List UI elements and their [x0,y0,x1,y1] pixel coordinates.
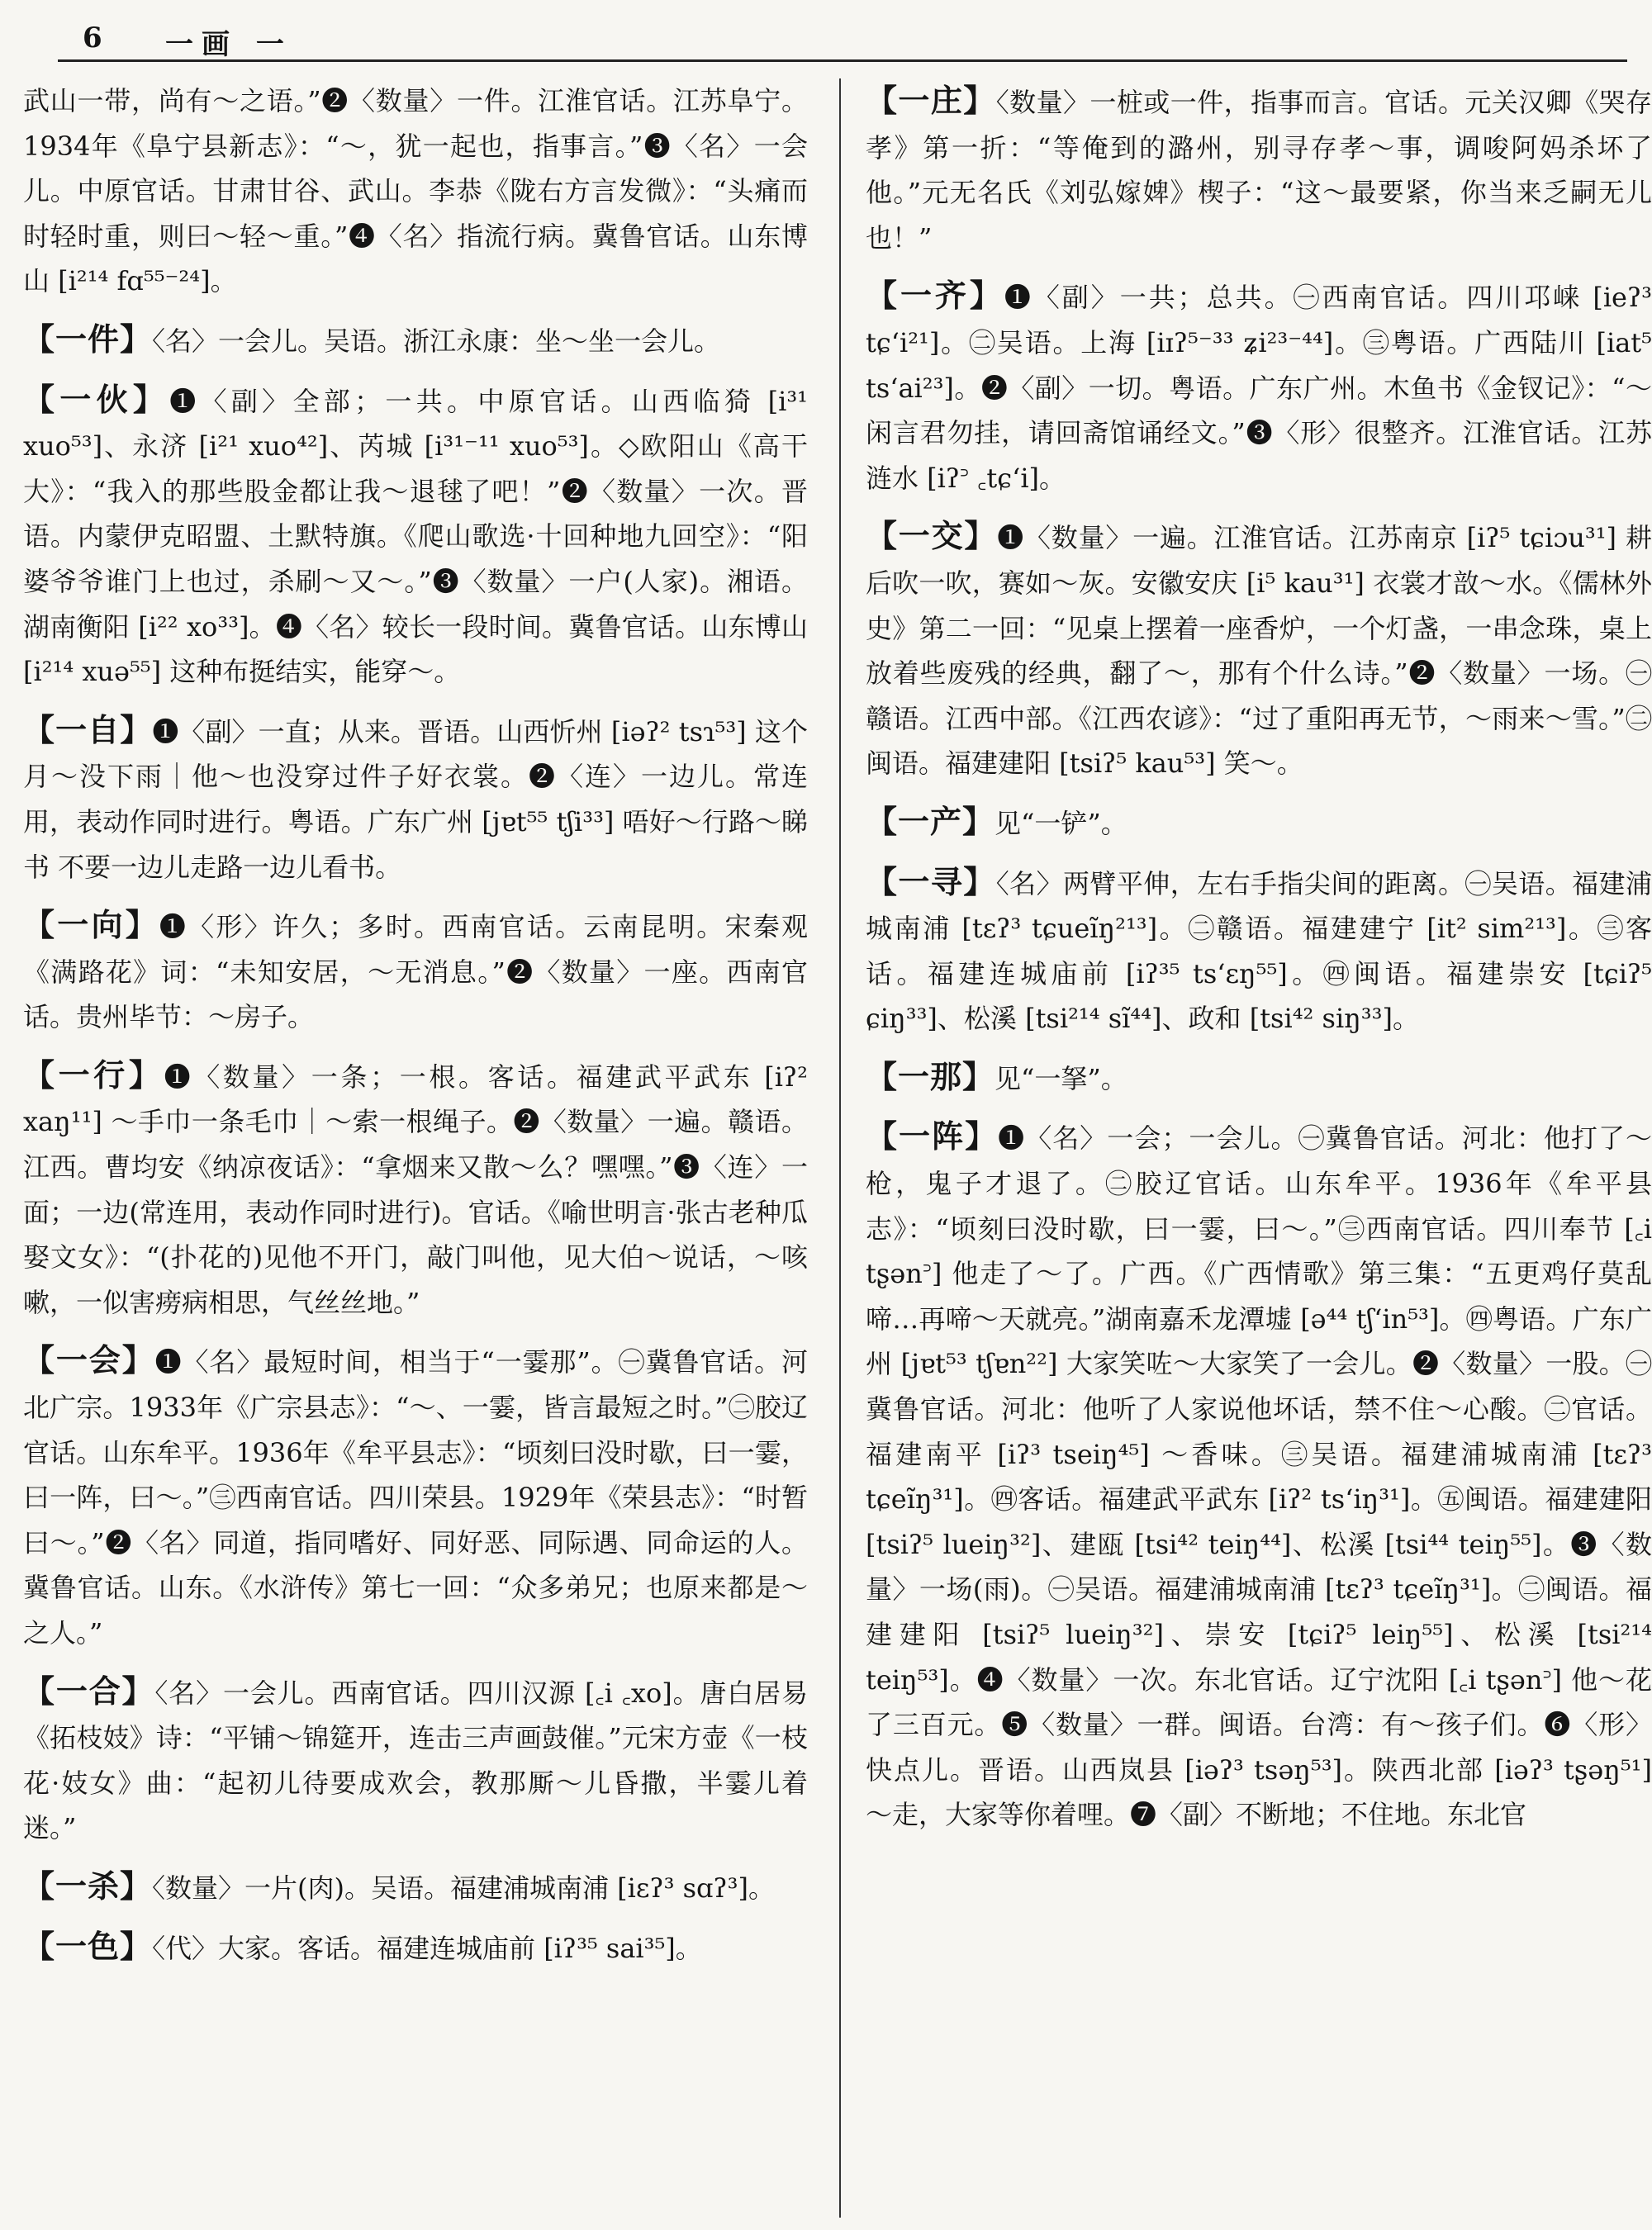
page-header [58,18,1627,61]
dictionary-entry [866,1055,1652,1102]
page-number: 6 [83,21,104,55]
dictionary-entry [866,860,1652,1041]
entry-definition: ❶〈副〉一共；总共。㊀西南官话。四川邛崃 [ieʔ³ tɕʻi²¹]。㊁吴语。上海 [iɪʔ⁵⁻³³ ʑi²³⁻⁴⁴]。㊂粤语。广西陆川 [iat⁵ tsʻai²³]。❷〈副〉一切。粤语。广东广州。木鱼书《金钗记》：“～闲言君勿挂，请回斋馆诵经文。”❸〈形〉很整齐。江淮官话。江苏涟水 [iʔ꜄ ꜀tɕʻi]。 [866,282,1652,494]
entry-definition: 〈名〉一会儿。吴语。浙江永康：坐～坐一会儿。 [152,325,721,357]
entry-headword: 【一阵】 [866,1117,999,1155]
entry-headword: 【一伙】 [23,380,170,418]
entry-headword: 【一自】 [23,710,153,748]
entry-headword: 【一交】 [866,517,998,555]
entry-definition: 武山一带，尚有～之语。”❷〈数量〉一件。江淮官话。江苏阜宁。1934年《阜宁县新志》：“～，犹一起也，指事言。”❸〈名〉一会儿。中原官话。甘肃甘谷、武山。李恭《陇右方言发微》：“头痛而时轻时重，则曰～轻～重。”❹〈名〉指流行病。冀鲁官话。山东博山 [i²¹⁴ fɑ⁵⁵⁻²⁴]。 [23,85,808,297]
entry-headword: 【一会】 [23,1341,155,1379]
entry-headword: 【一行】 [23,1056,164,1094]
entry-headword: 【一那】 [866,1057,995,1095]
header-rule [58,59,1627,62]
entry-headword: 【一色】 [23,1927,153,1965]
entry-definition: ❶〈副〉全部；一共。中原官话。山西临猗 [i³¹ xuo⁵³]、永济 [i²¹ xuo⁴²]、芮城 [i³¹⁻¹¹ xuo⁵³]。◇欧阳山《高干大》：“我入的那些股金都让我～退毬了吧！”❷〈数量〉一次。晋语。内蒙伊克昭盟、土默特旗。《爬山歌选·十回种地九回空》：“阳婆爷爷谁门上也过，杀刷～又～。”❸〈数量〉一户(人家)。湘语。湖南衡阳 [i²² xo³³]。❹〈名〉较长一段时间。冀鲁官话。山东博山 [i²¹⁴ xuə⁵⁵] 这种布挺结实，能穿～。 [23,385,808,688]
entry-definition: ❶〈名〉一会；一会儿。㊀冀鲁官话。河北：他打了～枪，鬼子才退了。㊁胶辽官话。山东牟平。1936年《牟平县志》：“顷刻曰没时歇，曰一霎，曰～。”㊂西南官话。四川奉节 [꜀i tʂən꜄] 他走了～了。广西。《广西情歌》第三集：“五更鸡仔莫乱啼…再啼～天就亮。”湖南嘉禾龙潭墟 [ə⁴⁴ tʃʻin⁵³]。㊃粤语。广东广州 [jɐt⁵³ tʃɐn²²] 大家笑咗～大家笑了一会儿。❷〈数量〉一股。㊀冀鲁官话。河北：他听了人家说他坏话，禁不住～心酸。㊁官话。福建南平 [iʔ³ tseiŋ⁴⁵] ～香味。㊂吴语。福建浦城南浦 [tɛʔ³ tɕeĩŋ³¹]。㊃客话。福建武平武东 [iʔ² tsʻiŋ³¹]。㊄闽语。福建建阳 [tsiʔ⁵ lueiŋ³²]、建瓯 [tsi⁴² teiŋ⁴⁴]、松溪 [tsi⁴⁴ teiŋ⁵⁵]。❸〈数量〉一场(雨)。㊀吴语。福建浦城南浦 [tɛʔ³ tɕeĩŋ³¹]。㊁闽语。福建建阳 [tsiʔ⁵ lueiŋ³²]、崇安 [tɕiʔ⁵ leiŋ⁵⁵]、松溪 [tsi²¹⁴ teiŋ⁵³]。❹〈数量〉一次。东北官话。辽宁沈阳 [꜀i tʂən꜄] 他～花了三百元。❺〈数量〉一群。闽语。台湾：有～孩子们。❻〈形〉快点儿。晋语。山西岚县 [iəʔ³ tsəŋ⁵³]。陕西北部 [iəʔ³ tʂəŋ⁵¹] ～走，大家等你着哩。❼〈副〉不断地；不住地。东北官 [866,1122,1652,1831]
dictionary-entry [23,78,808,304]
entry-definition: 〈名〉一会儿。西南官话。四川汉源 [꜀i ꜀xo]。唐白居易《拓枝妓》诗：“平铺～锦筵开，连击三声画鼓催。”元宋方壶《一枝花·妓女》曲：“起初儿待要成欢会，教那厮～儿昏撒，半霎儿着迷。” [23,1677,808,1844]
entry-headword: 【一齐】 [866,277,1004,315]
dictionary-entry [23,903,808,1040]
entry-definition: 〈数量〉一桩或一件，指事而言。官话。元关汉卿《哭存孝》第一折：“等俺到的潞州，别寻存孝～事，调唆阿妈杀坏了他。”元无名氏《刘弘嫁婢》楔子：“这～最要紧，你当来乏嗣无儿也！” [866,87,1652,254]
entry-headword: 【一产】 [866,802,995,840]
dictionary-entry [866,273,1652,501]
dictionary-entry [23,377,808,695]
entry-headword: 【一寻】 [866,862,996,900]
entry-definition: ❶〈副〉一直；从来。晋语。山西忻州 [iəʔ² tsɿ⁵³] 这个月～没下雨｜他～也没穿过件子好衣裳。❷〈连〉一边儿。常连用，表动作同时进行。粤语。广东广州 [jɐt⁵⁵ tʃi³³] 唔好～行路～睇书 不要一边儿走路一边儿看书。 [23,715,808,883]
entry-headword: 【一杀】 [23,1867,153,1905]
dictionary-entry [23,1053,808,1326]
entry-headword: 【一件】 [23,320,153,358]
entry-headword: 【一庄】 [866,82,996,119]
entry-definition: 见“一拏”。 [995,1062,1127,1094]
dictionary-entry [23,1669,808,1851]
dictionary-entry [866,78,1652,260]
dictionary-entry [866,514,1652,786]
entry-definition: 见“一铲”。 [995,807,1127,839]
dictionary-entry [866,799,1652,847]
left-column [23,78,808,2218]
dictionary-entry [866,1114,1652,1838]
dictionary-entry [23,1924,808,1971]
entry-headword: 【一合】 [23,1672,155,1710]
entry-definition: ❶〈形〉许久；多时。西南官话。云南昆明。宋秦观《满路花》词：“未知安居，～无消息。”❷〈数量〉一座。西南官话。贵州毕节：～房子。 [23,911,808,1033]
right-column [866,78,1652,2218]
entry-definition: ❶〈名〉最短时间，相当于“一霎那”。㊀冀鲁官话。河北广宗。1933年《广宗县志》：“～、一霎，皆言最短之时。”㊁胶辽官话。山东牟平。1936年《牟平县志》：“顷刻曰没时歇，曰一霎，曰一阵，曰～。”㊂西南官话。四川荣县。1929年《荣县志》：“时暂曰～。”❷〈名〉同道，指同嗜好、同好恶、同际遇、同命运的人。冀鲁官话。山东。《水浒传》第七一回：“众多弟兄；也原来都是～之人。” [23,1346,808,1649]
dictionary-entry [23,1338,808,1655]
entry-definition: ❶〈数量〉一条；一根。客话。福建武平武东 [iʔ² xaŋ¹¹] ～手巾一条毛巾｜～索一根绳子。❷〈数量〉一遍。赣语。江西。曹均安《纳凉夜话》：“拿烟来又散～么？嘿嘿。”❸〈连〉一面；一边(常连用，表动作同时进行)。官话。《喻世明言·张古老种瓜娶文女》：“(扑花的)见他不开门，敲门叫他，见大伯～说话，～咳嗽，一似害痨病相思，气丝丝地。” [23,1060,808,1318]
entry-definition: ❶〈数量〉一遍。江淮官话。江苏南京 [iʔ⁵ tɕiɔu³¹] 耕后吹一吹，赛如～灰。安徽安庆 [i⁵ kau³¹] 衣裳才敨～水。《儒林外史》第二一回：“见桌上摆着一座香炉，一个灯盏，一串念珠，桌上放着些废残的经典，翻了～，那有个什么诗。”❷〈数量〉一场。㊀赣语。江西中部。《江西农谚》：“过了重阳再无节，～雨来～雪。”㊁闽语。福建建阳 [tsiʔ⁵ kau⁵³] 笑～。 [866,522,1652,780]
running-title: 一画 一 [165,28,292,61]
entry-definition: 〈代〉大家。客话。福建连城庙前 [iʔ³⁵ sai³⁵]。 [152,1932,702,1964]
dictionary-entry [23,317,808,364]
dictionary-entry [23,708,808,890]
entry-headword: 【一向】 [23,906,159,944]
column-divider [839,78,841,2218]
dictionary-entry [23,1864,808,1911]
entry-definition: 〈名〉两臂平伸，左右手指尖间的距离。㊀吴语。福建浦城南浦 [tɛʔ³ tɕueĩŋ²¹³]。㊁赣语。福建建宁 [it² sim²¹³]。㊂客话。福建连城庙前 [iʔ³⁵ tsʻɛŋ⁵⁵]。㊃闽语。福建崇安 [tɕiʔ⁵ ɕiŋ³³]、松溪 [tsi²¹⁴ sĩ⁴⁴]、政和 [tsi⁴² siŋ³³]。 [866,867,1652,1035]
entry-definition: 〈数量〉一片(肉)。吴语。福建浦城南浦 [iɛʔ³ sɑʔ³]。 [152,1872,775,1904]
